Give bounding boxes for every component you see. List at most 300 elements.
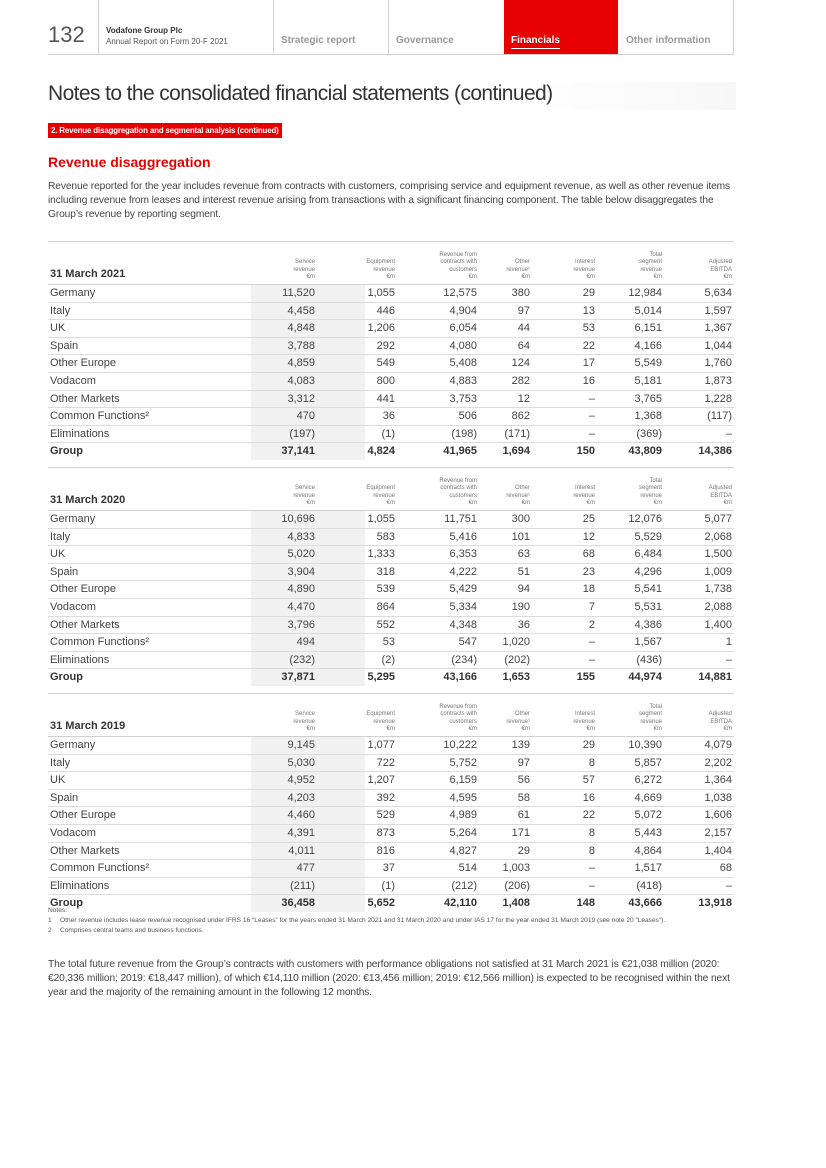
table-cell: 1,760 xyxy=(704,357,732,370)
table-cell: 4,079 xyxy=(704,739,732,751)
row-label: Spain xyxy=(50,791,79,804)
table-cell: 2,157 xyxy=(704,826,732,839)
table-row xyxy=(48,617,734,635)
table-cell: – xyxy=(588,636,595,649)
table-cell: 171 xyxy=(511,826,530,839)
tab-financials[interactable]: Financials xyxy=(504,0,618,54)
table-cell: (232) xyxy=(289,653,315,666)
column-header: Total segment revenue €m xyxy=(638,251,662,281)
table-cell: 94 xyxy=(517,583,530,596)
table-cell: 1,567 xyxy=(634,636,662,649)
table-cell: 6,159 xyxy=(449,774,477,787)
table-cell: 5,020 xyxy=(287,548,315,561)
table-cell: 392 xyxy=(376,791,395,804)
table-cell: 5,264 xyxy=(449,826,477,839)
table-cell: 5,429 xyxy=(449,583,477,596)
table-row xyxy=(48,843,734,861)
table-row xyxy=(48,408,734,426)
table-cell: – xyxy=(588,653,595,666)
table-cell: 4,470 xyxy=(287,600,315,613)
table-cell: 4,864 xyxy=(634,844,662,857)
note-2 xyxy=(48,926,748,936)
period-title: 31 March 2019 xyxy=(50,720,126,732)
page-title: Notes to the consolidated financial statements (continued) xyxy=(48,82,736,110)
table-cell: 3,753 xyxy=(449,392,477,405)
row-label: Other Markets xyxy=(50,844,120,857)
intro-paragraph: Revenue reported for the year includes revenue from contracts with customers, comprising service and equipment revenue, as well as other revenue items including revenue from leases and interest revenue arising from transactions with a significant financing component. The table below disaggregates the Group’s revenue by reporting segment. xyxy=(48,181,731,220)
table-cell: (202) xyxy=(504,653,530,666)
table-cell: 4,348 xyxy=(449,618,477,631)
table-cell: 6,353 xyxy=(449,548,477,561)
revenue-table-2021 xyxy=(48,241,734,460)
table-cell: 800 xyxy=(376,374,395,387)
table-cell: 11,520 xyxy=(282,287,315,299)
table-row xyxy=(48,581,734,599)
notes xyxy=(48,906,748,937)
table-cell: 42,110 xyxy=(443,897,477,910)
table-cell: 5,408 xyxy=(449,357,477,370)
table-cell: 14,881 xyxy=(698,671,732,684)
table-cell: 5,541 xyxy=(634,583,662,596)
row-label: Group xyxy=(50,897,83,910)
table-cell: 300 xyxy=(511,513,530,525)
table-cell: 1,020 xyxy=(502,636,530,649)
table-header xyxy=(48,467,734,511)
row-label: Eliminations xyxy=(50,879,110,892)
table-cell: 1,738 xyxy=(704,583,732,596)
table-row xyxy=(48,634,734,652)
table-cell: 5,531 xyxy=(634,600,662,613)
table-row xyxy=(48,320,734,338)
row-label: Spain xyxy=(50,565,79,578)
table-row xyxy=(48,772,734,790)
column-header: Revenue from contracts with customers €m xyxy=(439,703,477,733)
table-cell: 1,038 xyxy=(704,791,732,804)
table-cell: 470 xyxy=(296,410,315,423)
column-header: Equipment revenue €m xyxy=(366,259,395,281)
table-cell: 6,151 xyxy=(634,322,662,335)
column-header: Other revenue¹ €m xyxy=(506,485,530,507)
table-cell: 1,055 xyxy=(367,287,395,299)
table-cell: 1 xyxy=(725,636,732,649)
table-row xyxy=(48,599,734,617)
table-cell: 4,458 xyxy=(287,304,315,317)
table-cell: 10,696 xyxy=(281,513,315,525)
row-label: UK xyxy=(50,774,66,787)
table-cell: (171) xyxy=(504,427,530,440)
table-cell: 2,088 xyxy=(704,600,732,613)
table-cell: 380 xyxy=(511,287,530,299)
table-cell: (1) xyxy=(381,879,395,892)
table-cell: 23 xyxy=(582,565,595,578)
table-cell: 6,484 xyxy=(634,548,662,561)
row-label: Group xyxy=(50,671,83,684)
table-cell: – xyxy=(588,410,595,423)
table-cell: 7 xyxy=(588,600,595,613)
column-header: Interest revenue €m xyxy=(573,259,595,281)
table-cell: 8 xyxy=(588,844,595,857)
table-cell: 18 xyxy=(582,583,595,596)
table-cell: (212) xyxy=(451,879,477,892)
table-cell: 44,974 xyxy=(628,671,662,684)
table-cell: 5,295 xyxy=(367,671,395,684)
table-cell: 1,653 xyxy=(502,671,530,684)
table-cell: 4,011 xyxy=(288,844,315,857)
table-cell: 4,203 xyxy=(287,791,315,804)
row-label: Italy xyxy=(50,530,71,543)
table-cell: – xyxy=(725,879,732,892)
table-cell: 4,890 xyxy=(287,583,315,596)
closing-paragraph: The total future revenue from the Group’s contracts with customers with performance obligations not satisfied at 31 March 2021 is €21,038 million (2020: €20,336 million; 2019: €18,447 million), of which €14,110 million (2020: €13,456 million; 2019: €12,566 million) is expected to be recognised within the next year and the majority of the remaining amount in the following 12 months. xyxy=(48,959,730,998)
table-cell: 29 xyxy=(517,844,530,857)
table-row xyxy=(48,285,734,303)
table-cell: 1,873 xyxy=(704,374,732,387)
table-cell: 1,408 xyxy=(502,897,530,910)
table-cell: 583 xyxy=(376,530,395,543)
table-cell: 5,634 xyxy=(704,287,732,299)
table-row xyxy=(48,878,734,896)
table-cell: 539 xyxy=(376,583,395,596)
table-cell: 1,400 xyxy=(704,618,732,631)
table-cell: – xyxy=(725,653,732,666)
header-divider xyxy=(733,0,734,54)
table-cell: 5,443 xyxy=(634,826,662,839)
revenue-table-2019 xyxy=(48,693,734,912)
table-cell: 5,014 xyxy=(634,304,662,317)
column-header: Interest revenue €m xyxy=(573,711,595,733)
table-cell: 1,207 xyxy=(367,774,395,787)
table-cell: 101 xyxy=(511,530,530,543)
notes-heading: Notes: xyxy=(48,907,68,914)
table-cell: 3,796 xyxy=(287,618,315,631)
table-cell: 547 xyxy=(458,636,477,649)
table-cell: 29 xyxy=(582,287,595,299)
table-cell: 56 xyxy=(517,774,530,787)
table-cell: 155 xyxy=(576,671,595,684)
table-row xyxy=(48,391,734,409)
table-cell: 4,989 xyxy=(449,809,477,822)
table-cell: (1) xyxy=(381,427,395,440)
table-row xyxy=(48,860,734,878)
row-label: Germany xyxy=(50,287,96,299)
table-cell: 37,141 xyxy=(281,445,315,458)
table-cell: 5,334 xyxy=(449,600,477,613)
table-cell: 1,606 xyxy=(704,809,732,822)
table-cell: 1,368 xyxy=(634,410,662,423)
table-cell: 4,166 xyxy=(634,339,662,352)
table-row xyxy=(48,755,734,773)
column-header: Adjusted EBITDA €m xyxy=(708,259,732,281)
table-cell: 36,458 xyxy=(281,897,315,910)
row-label: Other Markets xyxy=(50,392,120,405)
table-header xyxy=(48,241,734,285)
table-cell: 1,597 xyxy=(704,304,732,317)
table-cell: 6,054 xyxy=(449,322,477,335)
row-label: Eliminations xyxy=(50,427,110,440)
tab-governance[interactable]: Governance xyxy=(396,35,454,46)
table-cell: 1,228 xyxy=(704,392,732,405)
table-cell: 37,871 xyxy=(281,671,315,684)
table-cell: 549 xyxy=(376,357,395,370)
table-cell: 6,272 xyxy=(634,774,662,787)
table-header xyxy=(48,693,734,737)
table-cell: 97 xyxy=(517,756,530,769)
table-cell: 36 xyxy=(517,618,530,631)
table-row xyxy=(48,511,734,529)
page-header xyxy=(48,0,734,55)
table-cell: 4,080 xyxy=(449,339,477,352)
table-cell: 12,575 xyxy=(443,287,477,299)
table-cell: 12,984 xyxy=(628,287,662,299)
table-cell: 43,166 xyxy=(443,671,477,684)
table-cell: 292 xyxy=(376,339,395,352)
table-cell: 1,364 xyxy=(704,774,732,787)
table-cell: 2,068 xyxy=(704,530,732,543)
table-cell: 5,072 xyxy=(634,809,662,822)
table-cell: 10,390 xyxy=(628,739,662,751)
table-cell: 4,848 xyxy=(287,322,315,335)
table-cell: – xyxy=(588,392,595,405)
table-cell: 3,788 xyxy=(287,339,315,352)
table-cell: 12 xyxy=(582,530,595,543)
table-cell: 4,669 xyxy=(634,791,662,804)
table-cell: (206) xyxy=(504,879,530,892)
total-row xyxy=(48,443,734,460)
table-cell: 5,416 xyxy=(449,530,477,543)
table-row xyxy=(48,737,734,755)
column-header: Other revenue¹ €m xyxy=(506,711,530,733)
table-cell: 5,077 xyxy=(704,513,732,525)
table-cell: 1,055 xyxy=(367,513,395,525)
table-row xyxy=(48,652,734,670)
row-label: Common Functions² xyxy=(50,636,150,649)
tab-strategic-report[interactable]: Strategic report xyxy=(281,35,356,46)
row-label: Other Europe xyxy=(50,583,117,596)
table-cell: 150 xyxy=(576,445,595,458)
table-cell: 22 xyxy=(582,339,595,352)
table-cell: 5,857 xyxy=(634,756,662,769)
period-title: 31 March 2020 xyxy=(50,494,126,506)
table-row xyxy=(48,790,734,808)
table-cell: 3,765 xyxy=(634,392,662,405)
table-cell: 2,202 xyxy=(704,756,732,769)
table-cell: – xyxy=(588,862,595,875)
table-cell: 63 xyxy=(517,548,530,561)
table-cell: 318 xyxy=(376,565,395,578)
table-cell: (234) xyxy=(451,653,477,666)
table-row xyxy=(48,303,734,321)
row-label: Germany xyxy=(50,513,96,525)
table-cell: 1,206 xyxy=(367,322,395,335)
table-cell: 139 xyxy=(511,739,530,751)
table-cell: 506 xyxy=(458,410,477,423)
table-cell: 44 xyxy=(517,322,530,335)
table-cell: (418) xyxy=(636,879,662,892)
table-cell: 4,460 xyxy=(287,809,315,822)
row-label: Other Europe xyxy=(50,809,117,822)
table-cell: 68 xyxy=(582,548,595,561)
row-label: Spain xyxy=(50,339,79,352)
table-cell: 862 xyxy=(511,410,530,423)
table-cell: 8 xyxy=(588,826,595,839)
section-badge: 2. Revenue disaggregation and segmental analysis (continued) xyxy=(48,123,282,138)
total-row xyxy=(48,669,734,686)
row-label: Other Europe xyxy=(50,357,117,370)
table-cell: 3,904 xyxy=(287,565,315,578)
table-cell: 1,500 xyxy=(704,548,732,561)
table-cell: 17 xyxy=(582,357,595,370)
report-name: Annual Report on Form 20-F 2021 xyxy=(106,37,228,46)
table-cell: 68 xyxy=(719,862,732,875)
row-label: Vodacom xyxy=(50,374,96,387)
table-cell: 43,666 xyxy=(628,897,662,910)
header-divider xyxy=(98,0,99,54)
table-cell: 61 xyxy=(517,809,530,822)
company-name: Vodafone Group Plc xyxy=(106,26,183,35)
table-cell: 552 xyxy=(376,618,395,631)
table-cell: 446 xyxy=(376,304,395,317)
table-cell: 477 xyxy=(296,862,315,875)
table-cell: 10,222 xyxy=(443,739,477,751)
table-cell: 4,833 xyxy=(287,530,315,543)
row-label: Italy xyxy=(50,304,71,317)
table-cell: 13 xyxy=(582,304,595,317)
row-label: Common Functions² xyxy=(50,410,150,423)
table-cell: 53 xyxy=(582,322,595,335)
column-header: Interest revenue €m xyxy=(573,485,595,507)
table-cell: 190 xyxy=(511,600,530,613)
table-cell: 1,009 xyxy=(704,565,732,578)
table-cell: 4,904 xyxy=(449,304,477,317)
row-label: Germany xyxy=(50,739,96,751)
column-header: Revenue from contracts with customers €m xyxy=(439,477,477,507)
revenue-table-2020 xyxy=(48,467,734,686)
table-cell: 1,694 xyxy=(502,445,530,458)
note-text: Other revenue includes lease revenue recognised under IFRS 16 “Leases” for the years ended 31 March 2021 and 31 March 2020 and under IAS 17 for the year ended 31 March 2019 (see note 20 “Leases”). xyxy=(60,917,666,925)
table-cell: 1,077 xyxy=(367,739,395,751)
table-cell: (436) xyxy=(636,653,662,666)
table-cell: 873 xyxy=(376,826,395,839)
section-heading: Revenue disaggregation xyxy=(48,154,211,170)
table-cell: (369) xyxy=(636,427,662,440)
row-label: Italy xyxy=(50,756,71,769)
row-label: UK xyxy=(50,322,66,335)
table-cell: (198) xyxy=(451,427,477,440)
row-label: Vodacom xyxy=(50,600,96,613)
table-cell: (2) xyxy=(381,653,395,666)
table-cell: 4,083 xyxy=(287,374,315,387)
note-number: 2 xyxy=(48,927,52,935)
table-cell: – xyxy=(588,427,595,440)
table-cell: 12 xyxy=(517,392,530,405)
table-cell: 16 xyxy=(582,791,595,804)
table-row xyxy=(48,546,734,564)
table-cell: 41,965 xyxy=(443,445,477,458)
note-1 xyxy=(48,916,748,926)
column-header: Equipment revenue €m xyxy=(366,485,395,507)
table-cell: 8 xyxy=(588,756,595,769)
table-cell: 25 xyxy=(582,513,595,525)
table-cell: 64 xyxy=(517,339,530,352)
row-label: Common Functions² xyxy=(50,862,150,875)
table-cell: 97 xyxy=(517,304,530,317)
table-cell: – xyxy=(725,427,732,440)
row-label: Eliminations xyxy=(50,653,110,666)
column-header: Total segment revenue €m xyxy=(638,477,662,507)
table-cell: 1,404 xyxy=(704,844,732,857)
table-cell: 4,952 xyxy=(287,774,315,787)
table-cell: 1,517 xyxy=(634,862,662,875)
table-row xyxy=(48,426,734,444)
table-cell: 5,030 xyxy=(287,756,315,769)
column-header: Revenue from contracts with customers €m xyxy=(439,251,477,281)
table-cell: 3,312 xyxy=(287,392,315,405)
table-cell: 816 xyxy=(376,844,395,857)
table-cell: 722 xyxy=(376,756,395,769)
table-cell: 5,549 xyxy=(634,357,662,370)
table-cell: 5,652 xyxy=(367,897,395,910)
table-cell: 13,918 xyxy=(698,897,732,910)
table-cell: 51 xyxy=(517,565,530,578)
table-cell: 4,883 xyxy=(449,374,477,387)
column-header: Service revenue €m xyxy=(293,259,315,281)
tab-other-information[interactable]: Other information xyxy=(626,35,711,46)
page-number: 132 xyxy=(48,22,85,47)
row-label: Vodacom xyxy=(50,826,96,839)
table-row xyxy=(48,564,734,582)
table-cell: 1,044 xyxy=(704,339,732,352)
note-number: 1 xyxy=(48,917,52,925)
table-row xyxy=(48,373,734,391)
table-cell: 864 xyxy=(376,600,395,613)
table-cell: 4,296 xyxy=(634,565,662,578)
note-text: Comprises central teams and business functions. xyxy=(60,927,204,935)
table-cell: 43,809 xyxy=(628,445,662,458)
table-cell: 4,386 xyxy=(634,618,662,631)
column-header: Service revenue €m xyxy=(293,711,315,733)
table-cell: 12,076 xyxy=(628,513,662,525)
table-cell: 4,391 xyxy=(287,826,315,839)
table-row xyxy=(48,529,734,547)
table-cell: 58 xyxy=(517,791,530,804)
table-cell: 4,222 xyxy=(449,565,477,578)
table-row xyxy=(48,355,734,373)
table-cell: 29 xyxy=(582,739,595,751)
table-cell: 4,827 xyxy=(449,844,477,857)
table-cell: 1,367 xyxy=(704,322,732,335)
row-label: UK xyxy=(50,548,66,561)
table-cell: 53 xyxy=(382,636,395,649)
table-cell: 1,333 xyxy=(367,548,395,561)
column-header: Total segment revenue €m xyxy=(638,703,662,733)
table-row xyxy=(48,338,734,356)
column-header: Other revenue¹ €m xyxy=(506,259,530,281)
row-label: Other Markets xyxy=(50,618,120,631)
table-cell: 37 xyxy=(382,862,395,875)
table-cell: 514 xyxy=(458,862,477,875)
table-cell: 2 xyxy=(588,618,595,631)
table-cell: 16 xyxy=(582,374,595,387)
table-cell: 4,595 xyxy=(449,791,477,804)
table-cell: 57 xyxy=(582,774,595,787)
table-row xyxy=(48,807,734,825)
table-cell: 148 xyxy=(576,897,595,910)
period-title: 31 March 2021 xyxy=(50,268,126,280)
column-header: Adjusted EBITDA €m xyxy=(708,485,732,507)
table-cell: 4,824 xyxy=(367,445,395,458)
column-header: Equipment revenue €m xyxy=(366,711,395,733)
table-cell: 11,751 xyxy=(444,513,477,525)
